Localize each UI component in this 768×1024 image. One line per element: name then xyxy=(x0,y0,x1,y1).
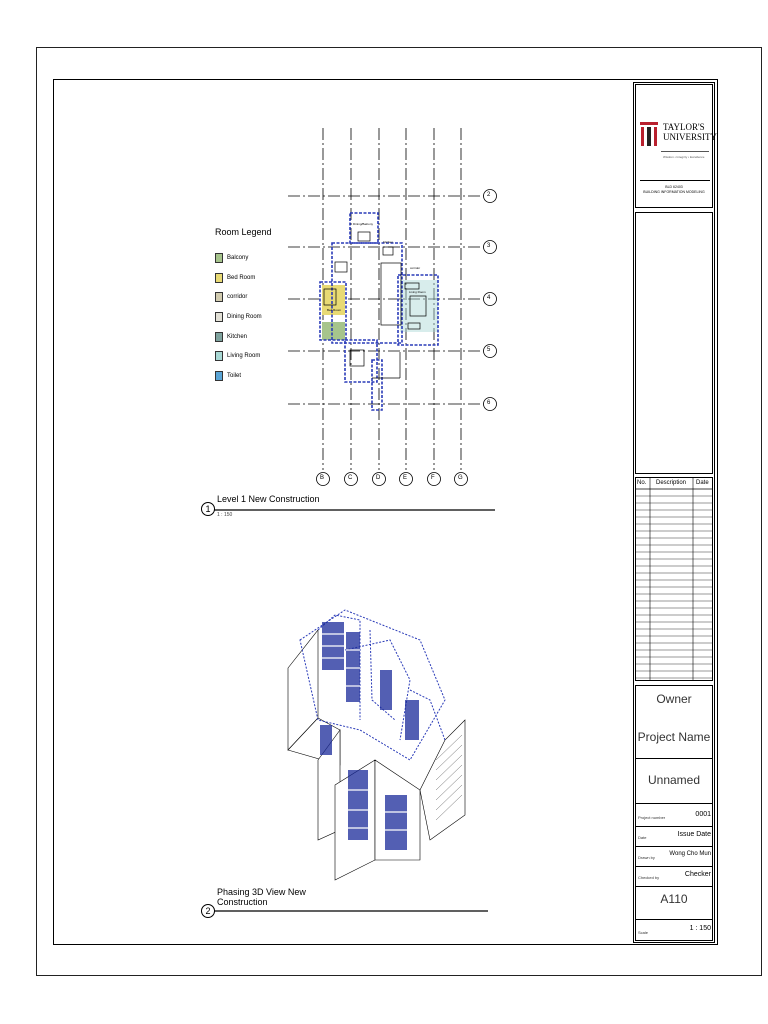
legend-item: corridor xyxy=(215,292,247,302)
checked-by: Checker xyxy=(684,871,711,878)
sheet-name: Unnamed xyxy=(647,773,701,787)
university-logo xyxy=(640,122,658,146)
project-number: 0001 xyxy=(695,811,711,818)
scale-label: Scale xyxy=(638,930,649,935)
course-info: BLD 62403 BUILDING INFORMATION MODELING xyxy=(643,185,705,194)
notes-box xyxy=(635,212,713,474)
drawn-by: Wong Cho Mun xyxy=(669,851,711,857)
field-label: Checked by xyxy=(638,875,660,880)
room-legend-title: Room Legend xyxy=(215,227,272,237)
view-scale: 1 : 150 xyxy=(217,512,233,518)
legend-swatch xyxy=(215,312,223,322)
legend-swatch xyxy=(215,273,223,283)
legend-swatch xyxy=(215,351,223,361)
grid-label: 5 xyxy=(487,347,491,353)
legend-item: Toilet xyxy=(215,371,241,381)
field-label: Project number xyxy=(638,815,666,820)
grid-label: C xyxy=(348,475,353,481)
issue-date: Issue Date xyxy=(677,831,711,838)
legend-item: Kitchen xyxy=(215,332,247,342)
grid-label: D xyxy=(376,475,381,481)
project-name: Project Name xyxy=(637,730,711,744)
legend-swatch xyxy=(215,371,223,381)
owner: Owner xyxy=(656,692,692,706)
revision-table-grid xyxy=(635,477,713,681)
grid-label: 4 xyxy=(487,295,491,301)
brand-name: TAYLOR'S UNIVERSITY xyxy=(663,122,717,142)
sheet-scale: 1 : 150 xyxy=(689,925,711,932)
view-number: 1 xyxy=(201,502,215,516)
brand-tagline: Wisdom • Integrity • Excellence xyxy=(663,155,705,159)
grid-label: 6 xyxy=(487,400,491,406)
room-tag: corridor xyxy=(410,266,421,270)
isometric-3d-view xyxy=(288,610,465,880)
legend-item: Dining Room xyxy=(215,312,262,322)
grid-label: G xyxy=(458,475,463,481)
grid-label: B xyxy=(320,475,325,481)
rev-header-description: Description xyxy=(656,480,687,486)
field-label: Date xyxy=(638,835,647,840)
view-title: Phasing 3D View New Construction xyxy=(217,887,306,907)
room-tag: Kitchen xyxy=(383,240,394,244)
rev-header-no: No. xyxy=(637,480,647,486)
room-tag: Living Room xyxy=(409,290,426,294)
legend-swatch xyxy=(215,292,223,302)
sheet-number: A110 xyxy=(660,892,688,906)
legend-item: Balcony xyxy=(215,253,248,263)
legend-item: Living Room xyxy=(215,351,260,361)
grid-label: 2 xyxy=(487,192,491,198)
balcony-fill xyxy=(322,322,345,340)
view-title: Level 1 New Construction xyxy=(217,494,320,504)
field-label: Drawn by xyxy=(638,855,655,860)
legend-swatch xyxy=(215,332,223,342)
room-tag: Bed Room xyxy=(327,308,342,312)
grid-label: F xyxy=(431,475,435,481)
legend-item: Bed Room xyxy=(215,273,255,283)
grid-label: E xyxy=(403,475,408,481)
rev-header-date: Date xyxy=(696,480,709,486)
legend-swatch xyxy=(215,253,223,263)
view-number: 2 xyxy=(201,904,215,918)
grid-label: 3 xyxy=(487,243,491,249)
room-tag: Dining/Balcony xyxy=(353,222,374,226)
